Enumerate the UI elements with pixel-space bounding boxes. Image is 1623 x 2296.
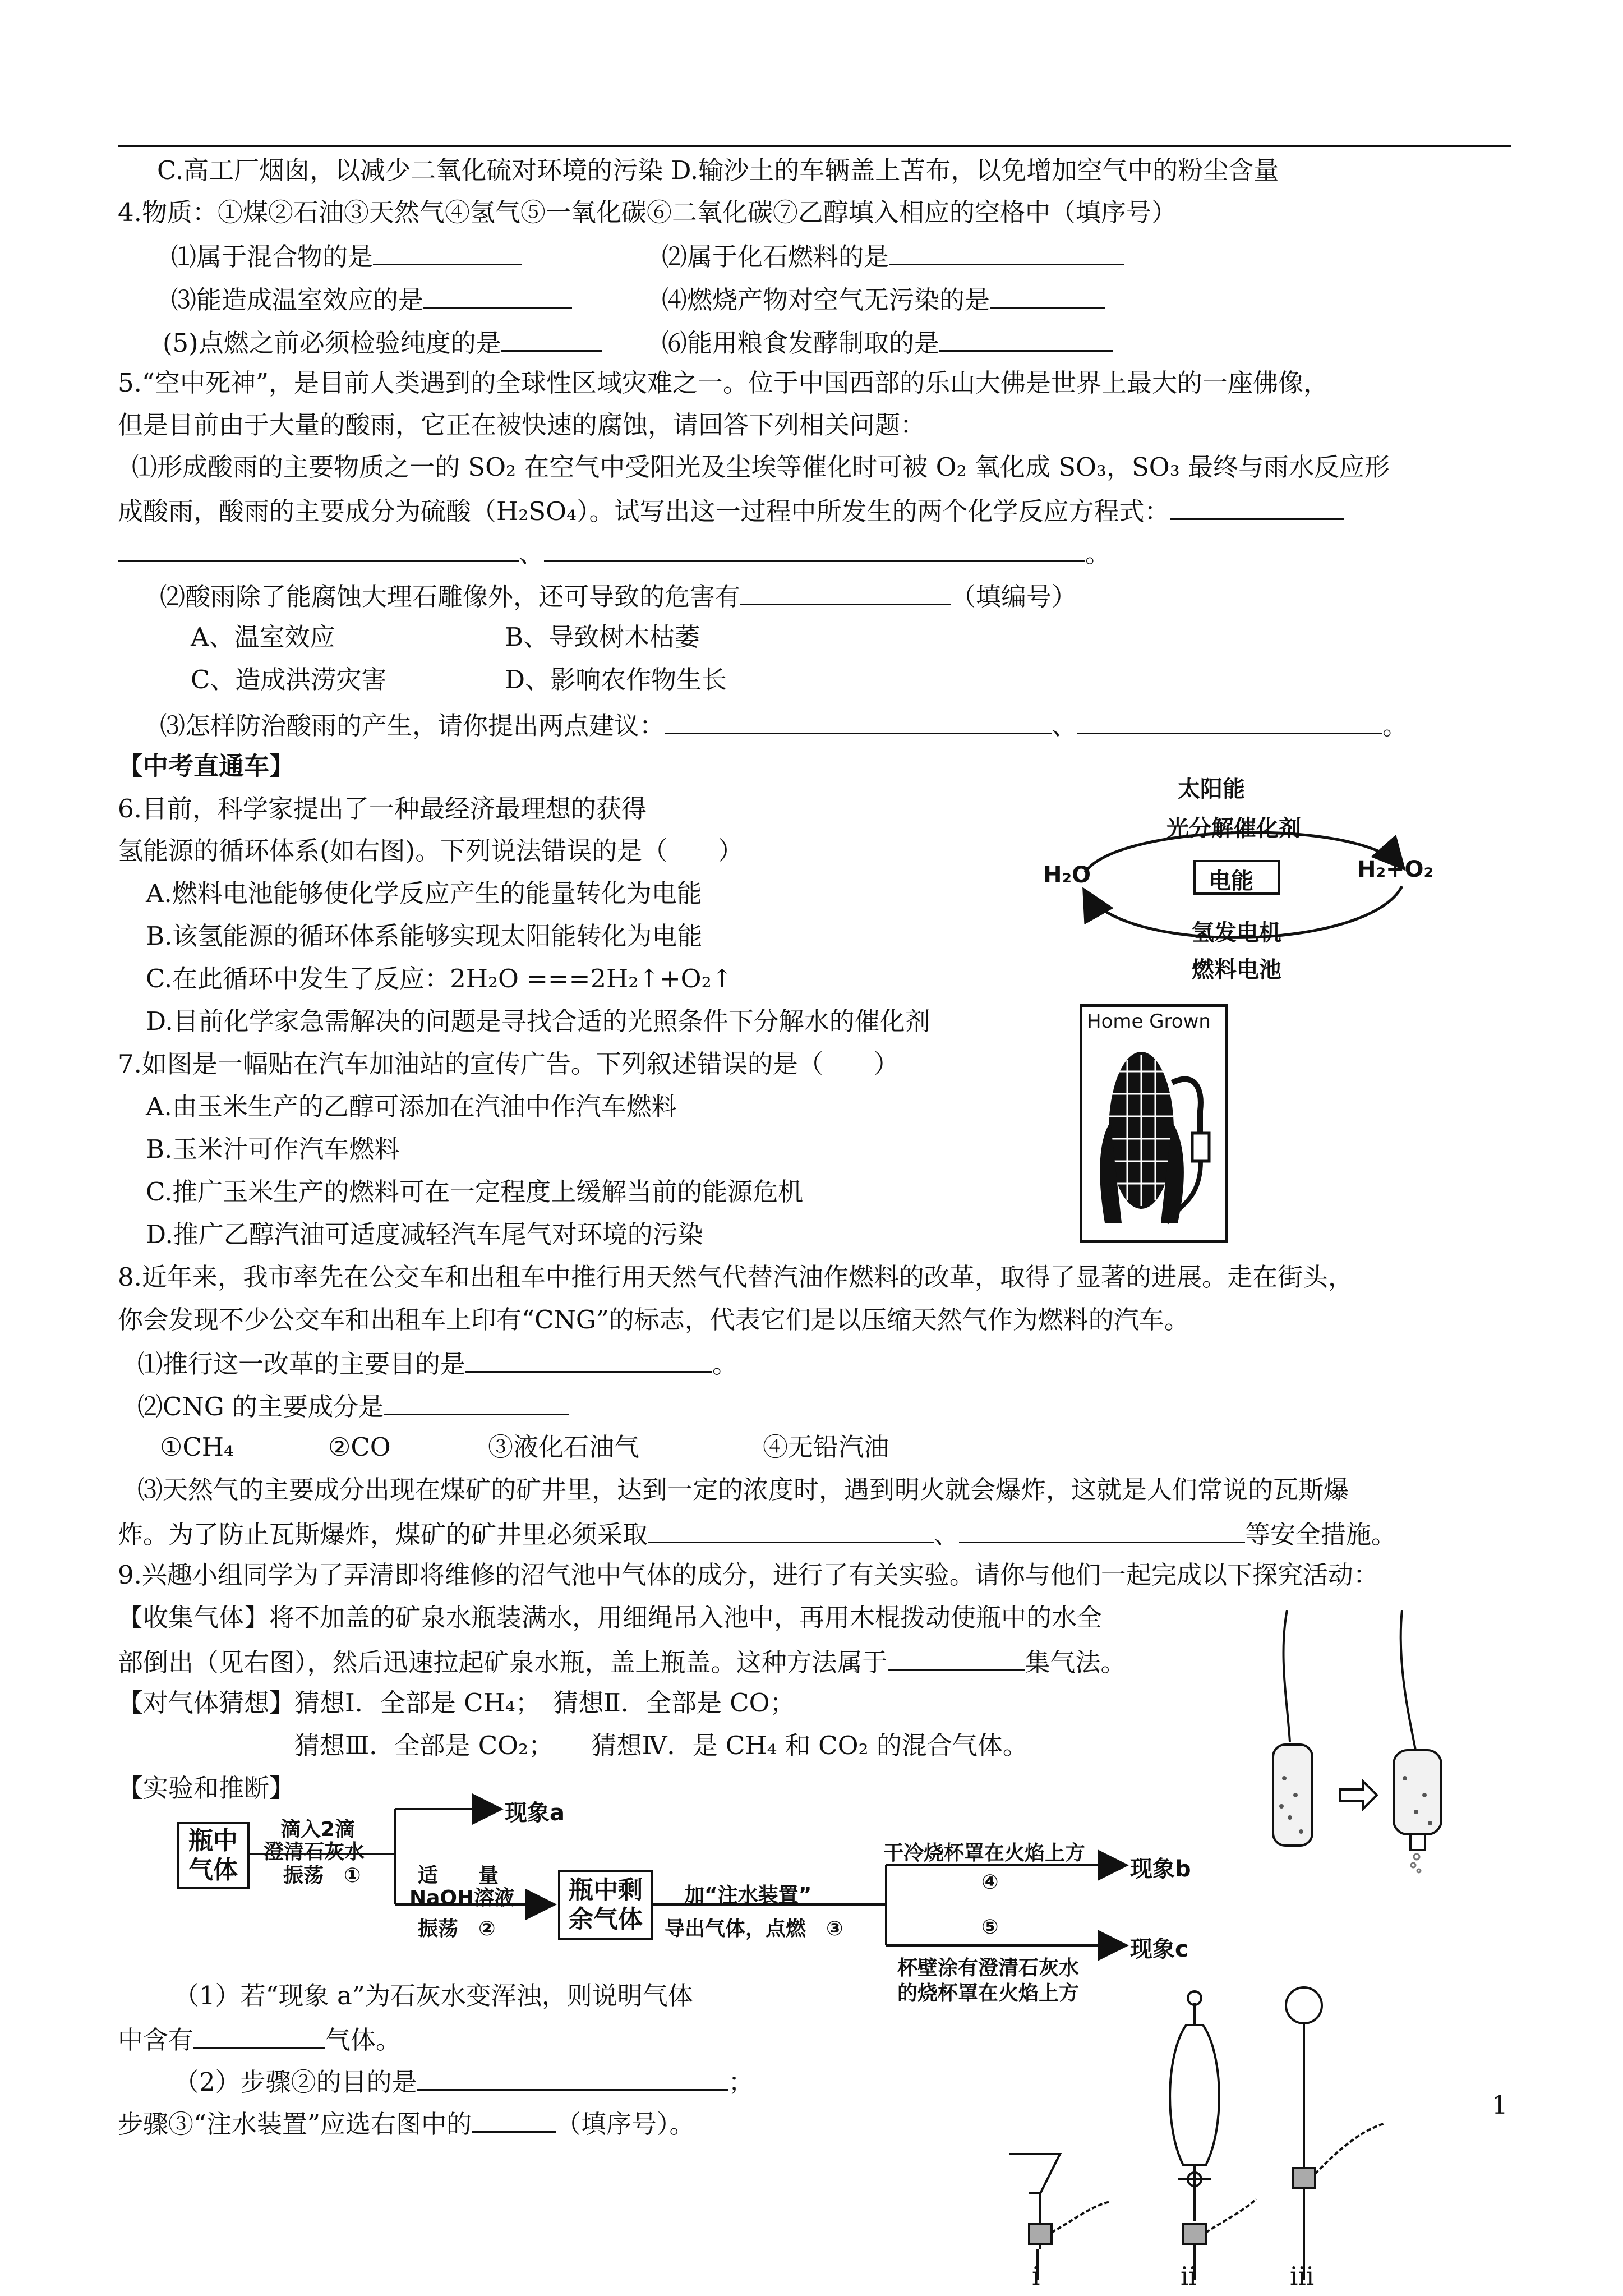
diagram-label-generator: 氢发电机 xyxy=(1192,920,1281,946)
diagram-label-water: H₂O xyxy=(1043,862,1091,888)
phenomenon-c: 现象c xyxy=(1130,1936,1188,1962)
corn-fuel-poster xyxy=(1080,1004,1228,1243)
q8-option-1: ①CH₄ xyxy=(160,1432,234,1462)
q5-stem-2: 但是目前由于大量的酸雨，它正在被快速的腐蚀，请回答下列相关问题： xyxy=(118,410,926,440)
diagram-label-electric: 电能 xyxy=(1209,868,1253,894)
q9-exp-title: 【实验和推断】 xyxy=(118,1773,295,1803)
q7-option-b: B.玉米汁可作汽车燃料 xyxy=(146,1134,400,1164)
diagram-label-products: H₂+O₂ xyxy=(1357,857,1434,882)
header-rule xyxy=(118,145,1511,147)
answer-blank[interactable] xyxy=(889,239,1124,265)
answer-blank[interactable] xyxy=(501,325,602,352)
diagram-label-catalyst: 光分解催化剂 xyxy=(1166,816,1301,841)
answer-blank[interactable] xyxy=(1077,708,1382,734)
box-bottle-gas: 瓶中 气体 xyxy=(177,1822,250,1889)
q9-sub2b: 步骤③“注水装置”应选右图中的 （填序号）。 xyxy=(118,2106,695,2140)
q5-part3: ⑶怎样防治酸雨的产生，请你提出两点建议： 、 。 xyxy=(160,708,1408,742)
box-remaining-gas: 瓶中剩 余气体 xyxy=(558,1870,653,1940)
q6-option-c: C.在此循环中发生了反应：2H₂O ===2H₂↑+O₂↑ xyxy=(146,964,733,993)
q4-part5: (5)点燃之前必须检验纯度的是 xyxy=(163,325,602,359)
answer-blank[interactable] xyxy=(740,579,951,605)
q9-guess-2: 猜想Ⅲ．全部是 CO₂； 猜想Ⅳ．是 CH₄ 和 CO₂ 的混合气体。 xyxy=(294,1731,1028,1760)
q7-stem: 7.如图是一幅贴在汽车加油站的宣传广告。下列叙述错误的是（ ） xyxy=(118,1049,899,1079)
step4-number: ④ xyxy=(981,1871,999,1894)
q5-part2: ⑵酸雨除了能腐蚀大理石雕像外，还可导致的危害有 （填编号） xyxy=(160,579,1077,613)
phenomenon-b: 现象b xyxy=(1130,1856,1191,1882)
step1-line3: 振荡 ① xyxy=(283,1864,361,1887)
answer-blank[interactable] xyxy=(472,2106,556,2133)
hydrogen-cycle-diagram xyxy=(1043,771,1447,990)
q5-part1a: ⑴形成酸雨的主要物质之一的 SO₂ 在空气中受阳光及尘埃等催化时可被 O₂ 氧化成 SO₃，SO₃ 最终与雨水反应形 xyxy=(132,452,1390,482)
corn-pump-icon xyxy=(1082,1038,1225,1240)
q8-option-4: ④无铅汽油 xyxy=(763,1432,889,1462)
step1-line1: 滴入2滴 xyxy=(280,1818,356,1841)
q8-option-2: ②CO xyxy=(328,1432,391,1462)
step5-number: ⑤ xyxy=(981,1916,999,1939)
q4-part4: ⑷燃烧产物对空气无污染的是 xyxy=(662,282,1105,316)
apparatus-label-iii: iii xyxy=(1290,2261,1315,2291)
q8-part1: ⑴推行这一改革的主要目的是 。 xyxy=(137,1346,737,1380)
q8-part2: ⑵CNG 的主要成分是 xyxy=(137,1389,569,1423)
answer-blank[interactable] xyxy=(384,1389,569,1415)
q9-stem: 9.兴趣小组同学为了弄清即将维修的沼气池中气体的成分，进行了有关实验。请你与他们一起完成以下探究活动： xyxy=(118,1560,1378,1590)
q8-part3b: 炸。为了防止瓦斯爆炸，煤矿的矿井里必须采取 、 等安全措施。 xyxy=(118,1517,1396,1550)
q9-sub2a: （2）步骤②的目的是 ； xyxy=(174,2064,754,2098)
q6-stem-1: 6.目前，科学家提出了一种最经济最理想的获得 xyxy=(118,794,647,823)
q5-equations: 、 。 xyxy=(118,536,1110,569)
answer-blank[interactable] xyxy=(417,2064,728,2091)
q8-part3a: ⑶天然气的主要成分出现在煤矿的矿井里，达到一定的浓度时，遇到明火就会爆炸，这就是人们常说的瓦斯爆 xyxy=(137,1475,1349,1504)
answer-blank[interactable] xyxy=(990,282,1105,309)
step5-line2: 的烧杯罩在火焰上方 xyxy=(897,1982,1080,2005)
phenomenon-a: 现象a xyxy=(505,1800,565,1826)
q9-sub1b: 中含有 气体。 xyxy=(118,2022,401,2056)
water-injection-apparatus xyxy=(998,1986,1447,2296)
answer-blank[interactable] xyxy=(193,2022,325,2049)
apparatus-label-ii: ii xyxy=(1181,2261,1197,2291)
step2-line1: 适 量 xyxy=(418,1864,499,1887)
bottle-collection-figure xyxy=(1256,1610,1492,1874)
q7-option-d: D.推广乙醇汽油可适度减轻汽车尾气对环境的污染 xyxy=(146,1220,703,1249)
q6-option-d: D.目前化学家急需解决的问题是寻找合适的光照条件下分解水的催化剂 xyxy=(146,1006,930,1036)
step3-line2: 导出气体，点燃 ③ xyxy=(665,1917,843,1940)
step4-text: 干冷烧杯罩在火焰上方 xyxy=(883,1842,1086,1865)
q5-option-c: C、造成洪涝灾害 xyxy=(191,665,387,694)
answer-blank[interactable] xyxy=(648,1517,934,1543)
answer-blank[interactable] xyxy=(373,239,522,265)
q4-part1: ⑴属于混合物的是 xyxy=(171,239,522,273)
step2-line3: 振荡 ② xyxy=(418,1917,496,1940)
answer-blank[interactable] xyxy=(118,536,519,562)
q5-option-d: D、影响农作物生长 xyxy=(505,665,727,694)
q7-option-a: A.由玉米生产的乙醇可添加在汽油中作汽车燃料 xyxy=(146,1092,677,1121)
q4-stem: 4.物质：①煤②石油③天然气④氢气⑤一氧化碳⑥二氧化碳⑦乙醇填入相应的空格中（填序号） xyxy=(118,197,1177,227)
step5-line1: 杯壁涂有澄清石灰水 xyxy=(897,1957,1080,1980)
step2-line2: NaOH溶液 xyxy=(409,1887,515,1910)
q6-option-b: B.该氢能源的循环体系能够实现太阳能转化为电能 xyxy=(146,921,703,951)
q5-stem-1: 5.“空中死神”，是目前人类遇到的全球性区域灾难之一。位于中国西部的乐山大佛是世界上最大的一座佛像， xyxy=(118,368,1329,398)
q8-stem-1: 8.近年来，我市率先在公交车和出租车中推行用天然气代替汽油作燃料的改革，取得了显著的进展。走在街头， xyxy=(118,1262,1353,1292)
q4-part2: ⑵属于化石燃料的是 xyxy=(662,239,1124,273)
q6-option-a: A.燃料电池能够使化学反应产生的能量转化为电能 xyxy=(146,878,702,908)
answer-blank[interactable] xyxy=(939,325,1113,352)
q5-option-b: B、导致树木枯萎 xyxy=(505,622,700,652)
section-title: 【中考直通车】 xyxy=(118,751,295,781)
answer-blank[interactable] xyxy=(959,1517,1245,1543)
diagram-label-fuelcell: 燃料电池 xyxy=(1192,957,1281,983)
q8-option-3: ③液化石油气 xyxy=(488,1432,640,1462)
answer-blank[interactable] xyxy=(1170,494,1344,520)
poster-caption: Home Grown xyxy=(1087,1010,1211,1033)
step1-line2: 澄清石灰水 xyxy=(264,1841,365,1864)
q6-stem-2: 氢能源的循环体系(如右图)。下列说法错误的是（ ） xyxy=(118,836,744,866)
q5-part1b: 成酸雨，酸雨的主要成分为硫酸（H₂SO₄）。试写出这一过程中所发生的两个化学反应方程式： xyxy=(118,494,1344,527)
answer-blank[interactable] xyxy=(665,708,1052,734)
answer-blank[interactable] xyxy=(544,536,1085,562)
apparatus-label-i: i xyxy=(1032,2261,1040,2291)
diagram-label-solar: 太阳能 xyxy=(1178,776,1245,802)
q5-option-a: A、温室效应 xyxy=(191,622,335,652)
answer-blank[interactable] xyxy=(465,1346,712,1373)
step3-line1: 加“注水装置” xyxy=(684,1884,812,1907)
q3-option-c-d: C.高工厂烟囱，以减少二氧化硫对环境的污染 D.输沙土的车辆盖上苫布，以免增加空气中的粉尘含量 xyxy=(157,155,1279,185)
answer-blank[interactable] xyxy=(888,1645,1025,1671)
q9-collect-2: 部倒出（见右图），然后迅速拉起矿泉水瓶，盖上瓶盖。这种方法属于 集气法。 xyxy=(118,1645,1126,1678)
q9-collect-1: 【收集气体】将不加盖的矿泉水瓶装满水，用细绳吊入池中，再用木棍拨动使瓶中的水全 xyxy=(118,1603,1103,1632)
answer-blank[interactable] xyxy=(423,282,572,309)
q8-stem-2: 你会发现不少公交车和出租车上印有“CNG”的标志，代表它们是以压缩天然气作为燃料的汽车。 xyxy=(118,1305,1189,1335)
q9-sub1a: （1）若“现象 a”为石灰水变浑浊，则说明气体 xyxy=(174,1981,693,2010)
q7-option-c: C.推广玉米生产的燃料可在一定程度上缓解当前的能源危机 xyxy=(146,1177,804,1207)
q9-guess-1: 【对气体猜想】猜想Ⅰ．全部是 CH₄； 猜想Ⅱ．全部是 CO； xyxy=(118,1688,795,1718)
page-number: 1 xyxy=(1492,2090,1508,2120)
q4-part3: ⑶能造成温室效应的是 xyxy=(171,282,572,316)
q4-part6: ⑹能用粮食发酵制取的是 xyxy=(662,325,1113,359)
